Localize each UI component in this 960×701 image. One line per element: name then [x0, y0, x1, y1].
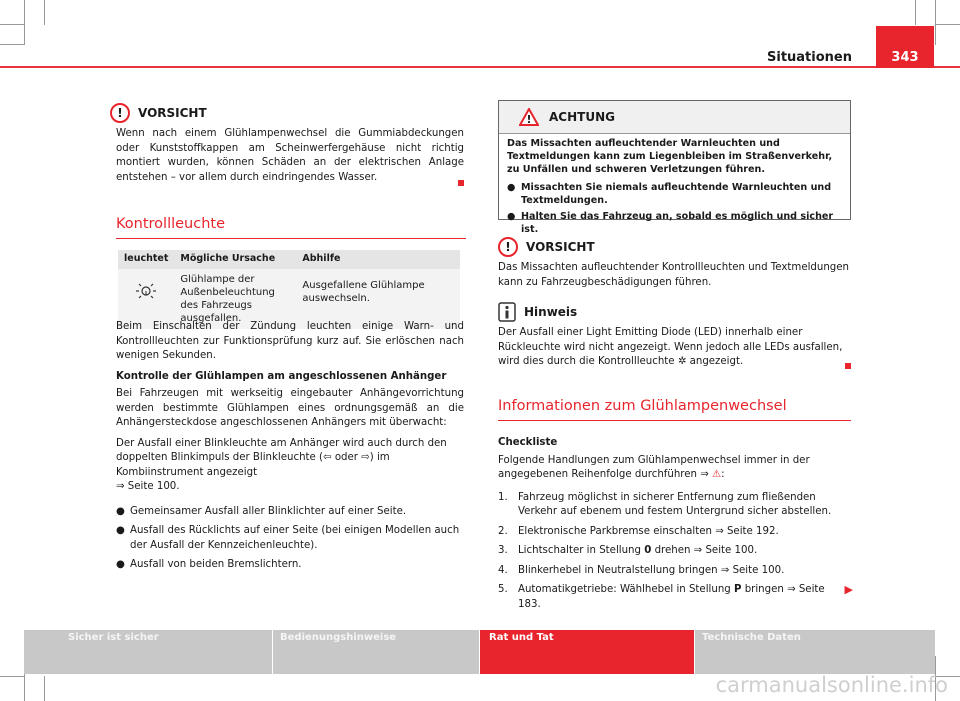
section-end-icon	[458, 180, 464, 186]
achtung-box	[498, 100, 851, 236]
right-vorsicht	[498, 237, 851, 296]
warning-triangle-icon: ⚠	[712, 469, 722, 480]
section-end-icon	[845, 363, 851, 369]
heading-rule	[116, 238, 466, 240]
list-item: 3. Lichtschalter in Stellung 0 drehen ⇒ Seite 100.	[498, 545, 758, 556]
col-header: Mögliche Ursache	[174, 250, 296, 269]
continue-arrow-icon: ▶	[844, 583, 853, 596]
vorsicht-title: VORSICHT	[526, 239, 595, 254]
crop-mark	[0, 676, 25, 677]
bulb-failure-icon	[135, 283, 157, 301]
blinker-paragraph: Der Ausfall einer Blinkleuchte am Anhänger wird auch durch den doppelten Blinkimpuls der Blinkleuchte (⇦ oder ⇨) im Kombiinstrument angezeigt ⇒ Seite 100.	[116, 437, 447, 492]
turn-left-icon: ⇦	[323, 452, 332, 463]
warning-triangle-icon	[519, 108, 539, 126]
hinweis-title: Hinweis	[524, 304, 578, 319]
list-item: 4. Blinkerhebel in Neutralstellung bringen ⇒ Seite 100.	[498, 564, 785, 576]
failure-list	[116, 505, 464, 573]
list-item: 2. Elektronische Parkbremse einschalten ⇒ Seite 192.	[498, 525, 779, 537]
footer-tab-bedienung[interactable]: Bedienungshinweise	[273, 630, 479, 674]
list-item: ● Gemeinsamer Ausfall aller Blinklichter auf einer Seite.	[116, 505, 407, 517]
col-header: Abhilfe	[296, 250, 460, 269]
crop-mark	[44, 676, 45, 701]
list-item: 5. Automatikgetriebe: Wählhebel in Stellung P bringen ⇒ Seite 183. ▶	[498, 583, 853, 612]
turn-right-icon: ⇨	[361, 452, 370, 463]
achtung-text: Das Missachten aufleuchtender Warnleuchten und Textmeldungen kann zum Liegenbleiben im Straßenverkehr, zu Unfällen und schweren Verletzungen führen.	[507, 138, 833, 176]
trailer-paragraph: Bei Fahrzeugen mit werkseitig eingebauter Anhängevorrichtung werden bestimmte Glühlampen eines ordnungsgemäß an die Anhängersteckdose angeschlossenen Anhängers mit überwacht:	[116, 388, 464, 428]
header-rule	[0, 66, 960, 68]
achtung-heading	[499, 101, 850, 134]
vorsicht-text: Wenn nach einem Glühlampenwechsel die Gummiabdeckungen oder Kunststoffkappen am Scheinwerfergehäuse nicht richtig montiert wurden, können Schäden an der elektrischen Anlage entstehen – vor allem durch eindringendes Wasser.	[116, 128, 464, 183]
list-item: ● Ausfall von beiden Bremslichtern.	[116, 559, 302, 570]
left-column	[116, 103, 464, 192]
hinweis-text: Der Ausfall einer Light Emitting Diode (LED) innerhalb einer Rückleuchte wird nicht angezeigt. Wenn jedoch alle LEDs ausfallen, wird dies durch die Kontrollleuchte ✲ angezeigt.	[498, 327, 843, 367]
info-section	[498, 399, 851, 421]
vorsicht-heading	[498, 237, 851, 257]
checklist	[498, 436, 853, 617]
svg-text:!: !	[526, 113, 532, 126]
page-header	[0, 0, 960, 70]
list-item: 1. Fahrzeug möglichst in sicherer Entfernung zum fließenden Verkehr auf ebenem und festem Untergrund sicher abstellen.	[498, 491, 832, 517]
trailer-heading: Kontrolle der Glühlampen am angeschlossenen Anhänger	[116, 370, 447, 382]
vorsicht-title: VORSICHT	[138, 105, 207, 120]
list-item: ● Halten Sie das Fahrzeug an, sobald es möglich und sicher ist.	[507, 211, 834, 236]
hinweis-heading	[498, 302, 851, 322]
footer-tab-technische-daten[interactable]: Technische Daten	[695, 630, 935, 674]
vorsicht-text: Das Missachten aufleuchtender Kontrollleuchten und Textmeldungen kann zu Fahrzeugbeschädigungen führen.	[498, 262, 850, 288]
caution-icon: !	[110, 103, 130, 123]
heading-rule	[498, 420, 851, 422]
list-item: ● Missachten Sie niemals aufleuchtende Warnleuchten und Textmeldungen.	[507, 181, 832, 206]
caution-icon: !	[498, 237, 518, 257]
watermark: carmanualsonline.info	[715, 673, 948, 697]
kontroll-heading: Kontrollleuchte	[116, 216, 226, 232]
section-title: Situationen	[767, 50, 852, 65]
col-header: leuchtet	[118, 250, 174, 269]
info-heading: Informationen zum Glühlampenwechsel	[498, 398, 787, 414]
page-number: 343	[891, 50, 919, 65]
ignition-paragraph: Beim Einschalten der Zündung leuchten einige Warn- und Kontrollleuchten zur Funktionsprüfung kurz auf. Sie erlöschen nach wenigen Sekunden.	[116, 321, 464, 361]
list-item: ● Ausfall des Rücklichts auf einer Seite (bei einigen Modellen auch der Ausfall der Kennzeichenleuchte).	[116, 525, 460, 551]
footer-tab-rat-und-tat[interactable]: Rat und Tat	[480, 630, 694, 674]
checklist-intro: Folgende Handlungen zum Glühlampenwechsel immer in der angegebenen Reihenfolge durchführen ⇒ ⚠:	[498, 454, 810, 480]
indicator-table	[118, 250, 460, 329]
page-ref-link[interactable]: ⇒ Seite 100.	[116, 481, 180, 492]
footer-tab-sicher[interactable]: Sicher ist sicher	[24, 630, 272, 674]
checkliste-title: Checkliste	[498, 437, 558, 448]
cause-cell: Glühlampe der Außenbeleuchtung des Fahrzeugs ausgefallen.	[174, 269, 296, 329]
vorsicht-heading	[110, 103, 464, 123]
page-number-box	[876, 26, 934, 68]
kontroll-section	[116, 217, 466, 239]
achtung-title: ACHTUNG	[549, 110, 615, 124]
bulb-failure-icon: ✲	[677, 356, 687, 367]
left-body	[116, 320, 464, 578]
hinweis	[498, 302, 851, 374]
info-icon	[498, 302, 516, 322]
remedy-cell: Ausgefallene Glühlampe auswechseln.	[296, 269, 460, 329]
achtung-body	[499, 134, 850, 244]
indicator-table-wrap	[118, 250, 460, 329]
